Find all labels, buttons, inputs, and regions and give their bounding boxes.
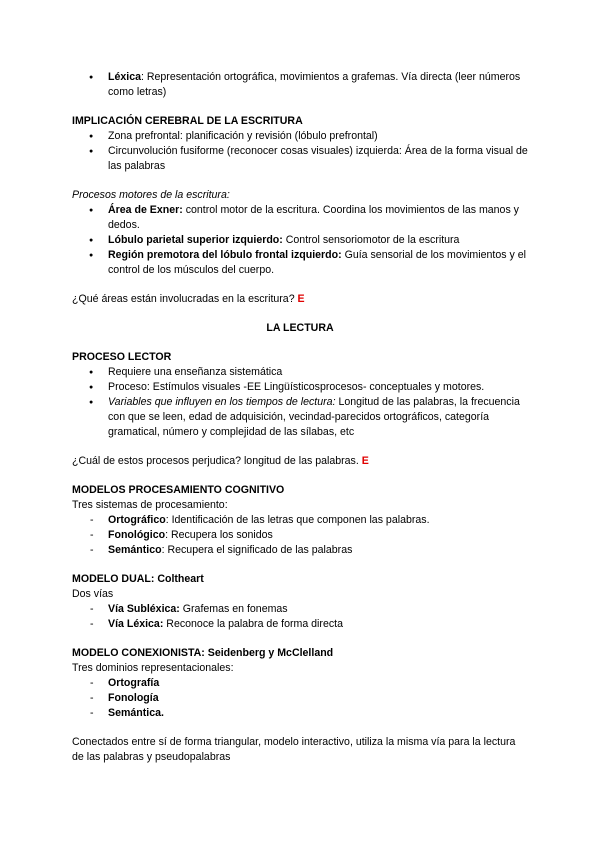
modelos-intro: Tres sistemas de procesamiento:	[72, 499, 228, 511]
list-item: ● Región premotora del lóbulo frontal izquierdo: Guía sensorial de los movimientos y el control de los músculos del cuerpo.	[72, 248, 528, 278]
question-escritura: ¿Qué áreas están involucradas en la escritura? E	[72, 293, 305, 305]
list-item: - Semántica.	[72, 706, 528, 721]
section-title: LA LECTURA	[266, 322, 334, 334]
list-item: - Fonología	[72, 691, 528, 706]
proceso-list	[72, 365, 528, 440]
lexica-list	[72, 70, 528, 100]
term-bold: Léxica	[108, 71, 141, 83]
list-item: ● Variables que influyen en los tiempos de lectura: Longitud de las palabras, la frecuencia con que se leen, edad de adquisición, vecindad-parecidos ortográficos, categoría gramatical, número y complejidad de las sílabas, etc	[72, 395, 528, 440]
item-text: : Representación ortográfica, movimientos a grafemas. Vía directa (leer números como letras)	[108, 71, 521, 98]
heading-conexionista: MODELO CONEXIONISTA: Seidenberg y McClelland	[72, 647, 334, 659]
conexionista-intro: Tres dominios representacionales:	[72, 662, 234, 674]
answer-mark: E	[297, 293, 305, 305]
heading-dual: MODELO DUAL: Coltheart	[72, 573, 204, 585]
list-item: - Ortográfico: Identificación de las letras que componen las palabras.	[72, 513, 528, 528]
heading-implicacion: IMPLICACIÓN CEREBRAL DE LA ESCRITURA	[72, 115, 303, 127]
list-item: - Semántico: Recupera el significado de las palabras	[72, 543, 528, 558]
answer-mark: E	[361, 455, 369, 467]
modelos-list	[72, 513, 528, 558]
question-procesos: ¿Cuál de estos procesos perjudica? longitud de las palabras. E	[72, 455, 369, 467]
implicacion-list	[72, 129, 528, 174]
heading-proceso-lector: PROCESO LECTOR	[72, 351, 172, 363]
list-item: ● Zona prefrontal: planificación y revisión (lóbulo prefrontal)	[72, 129, 528, 144]
heading-modelos: MODELOS PROCESAMIENTO COGNITIVO	[72, 484, 285, 496]
motores-label: Procesos motores de la escritura:	[72, 189, 230, 201]
list-item: ● Circunvolución fusiforme (reconocer cosas visuales) izquierda: Área de la forma visual de las palabras	[72, 144, 528, 174]
list-item: ● Lóbulo parietal superior izquierdo: Control sensoriomotor de la escritura	[72, 233, 528, 248]
dual-list	[72, 602, 528, 632]
list-item: - Ortografía	[72, 676, 528, 691]
dual-intro: Dos vías	[72, 588, 114, 600]
list-item: ● Área de Exner: control motor de la escritura. Coordina los movimientos de las manos y dedos.	[72, 203, 528, 233]
list-item: - Fonológico: Recupera los sonidos	[72, 528, 528, 543]
conclusion-paragraph: Conectados entre sí de forma triangular, modelo interactivo, utiliza la misma vía para la lectura de las palabras y pseudopalabras	[72, 736, 516, 763]
list-item	[72, 70, 528, 100]
list-item: - Vía Subléxica: Grafemas en fonemas	[72, 602, 528, 617]
list-item: ● Proceso: Estímulos visuales -EE Lingüísticosprocesos- conceptuales y motores.	[72, 380, 528, 395]
conexionista-list	[72, 676, 528, 721]
list-item: ● Requiere una enseñanza sistemática	[72, 365, 528, 380]
motores-list	[72, 203, 528, 278]
list-item: - Vía Léxica: Reconoce la palabra de forma directa	[72, 617, 528, 632]
